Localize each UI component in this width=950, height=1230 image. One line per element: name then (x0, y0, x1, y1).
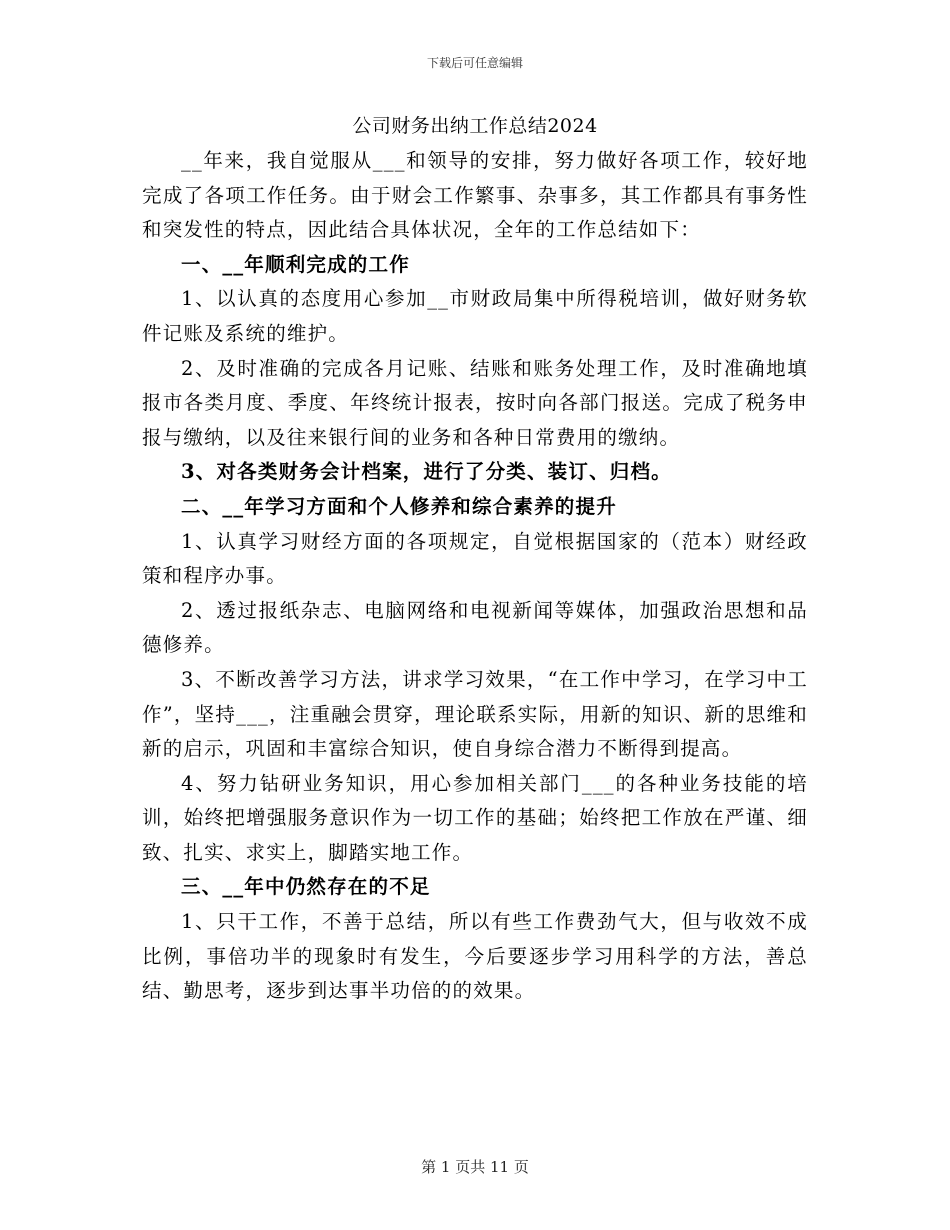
paragraph-item: 2、及时准确的完成各月记账、结账和账务处理工作，及时准确地填报市各类月度、季度、年终统计报表，按时向各部门报送。完成了税务申报与缴纳，以及往来银行间的业务和各种日常费用的缴纳。 (142, 356, 808, 449)
page-header-note: 下载后可任意编辑 (426, 56, 523, 70)
section-heading-3: 三、__年中仍然存在的不足 (181, 875, 431, 899)
paragraph-item: 4、努力钻研业务知识，用心参加相关部门___的各种业务技能的培训，始终把增强服务意识作为一切工作的基础；始终把工作放在严谨、细致、扎实、求实上，脚踏实地工作。 (142, 771, 808, 864)
paragraph-item: 3、不断改善学习方法，讲求学习效果，“在工作中学习，在学习中工作”，坚持___，注重融会贯穿，理论联系实际，用新的知识、新的思维和新的启示，巩固和丰富综合知识，使自身综合潜力不断得到提高。 (142, 667, 808, 761)
paragraph-item: 1、认真学习财经方面的各项规定，自觉根据国家的（范本）财经政策和程序办事。 (142, 529, 808, 588)
page-number: 第 1 页共 11 页 (421, 1158, 529, 1176)
document-body (142, 112, 808, 1009)
document-title: 公司财务出纳工作总结2024 (352, 115, 598, 137)
paragraph-item: 1、只干工作，不善于总结，所以有些工作费劲气大，但与收效不成比例，事倍功半的现象时有发生，今后要逐步学习用科学的方法，善总结、勤思考，逐步到达事半功倍的的效果。 (142, 910, 808, 1003)
paragraph-item: 1、以认真的态度用心参加__市财政局集中所得税培训，做好财务软件记账及系统的维护。 (142, 287, 808, 345)
paragraph-item: 2、透过报纸杂志、电脑网络和电视新闻等媒体，加强政治思想和品德修养。 (142, 598, 808, 657)
section-heading-2: 二、__年学习方面和个人修养和综合素养的提升 (181, 494, 617, 518)
paragraph-item-bold: 3、对各类财务会计档案，进行了分类、装订、归档。 (181, 460, 672, 484)
section-heading-1: 一、__年顺利完成的工作 (181, 252, 410, 276)
paragraph-intro: __年来，我自觉服从___和领导的安排，努力做好各项工作，较好地完成了各项工作任务。由于财会工作繁事、杂事多，其工作都具有事务性和突发性的特点，因此结合具体状况，全年的工作总结如下： (142, 149, 808, 242)
